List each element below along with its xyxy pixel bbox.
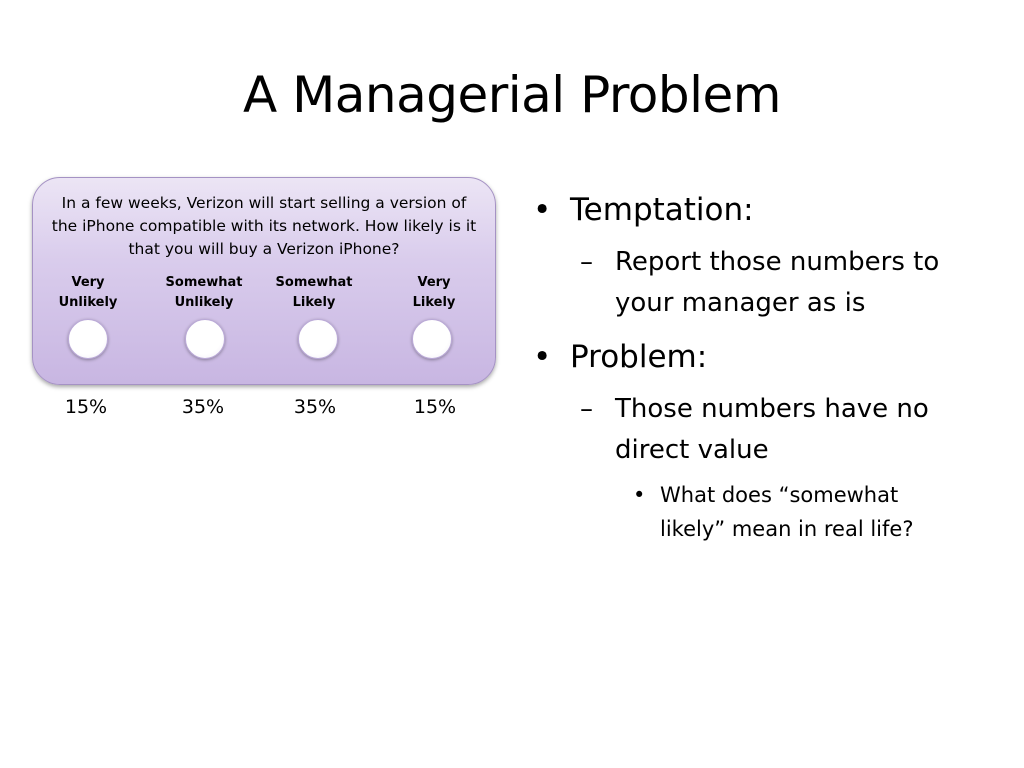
option-label-line1: Somewhat (275, 275, 353, 290)
dash-marker: – (580, 394, 593, 424)
radio-very-unlikely[interactable] (68, 319, 108, 359)
option-label-line1: Very (417, 275, 451, 290)
bullet-text: Temptation: (570, 192, 754, 228)
survey-option-somewhat-likely (254, 273, 374, 313)
option-label-line2: Unlikely (58, 295, 118, 310)
option-label-line1: Somewhat (165, 275, 243, 290)
slide-title: A Managerial Problem (243, 66, 781, 124)
sub-bullet-line1: Report those numbers to (615, 247, 940, 277)
option-label-line2: Likely (412, 295, 456, 310)
bullet-temptation (533, 190, 993, 230)
radio-somewhat-likely[interactable] (298, 319, 338, 359)
radio-very-likely[interactable] (412, 319, 452, 359)
dash-marker: – (580, 247, 593, 277)
survey-option-very-likely (374, 273, 494, 313)
sub-sub-bullet-line1: What does “somewhat (660, 483, 899, 507)
sub-bullet-report (580, 242, 1000, 324)
option-label-line2: Unlikely (174, 295, 234, 310)
percent-very-likely: 15% (413, 396, 457, 418)
survey-option-very-unlikely (28, 273, 148, 313)
percent-very-unlikely: 15% (64, 396, 108, 418)
sub-bullet-line2: your manager as is (615, 288, 866, 318)
bullet-marker: • (533, 339, 552, 375)
sub-sub-bullet-question (633, 478, 1003, 546)
sub-bullet-line2: direct value (615, 435, 769, 465)
percent-somewhat-unlikely: 35% (181, 396, 225, 418)
survey-option-somewhat-unlikely (144, 273, 264, 313)
option-label-line1: Very (71, 275, 105, 290)
percent-somewhat-likely: 35% (293, 396, 337, 418)
bullet-text: Problem: (570, 339, 708, 375)
option-label-line2: Likely (292, 295, 336, 310)
radio-somewhat-unlikely[interactable] (185, 319, 225, 359)
bullet-problem (533, 337, 993, 377)
bullet-marker: • (633, 483, 646, 507)
sub-bullet-numbers (580, 389, 1000, 471)
bullet-marker: • (533, 192, 552, 228)
sub-bullet-line1: Those numbers have no (615, 394, 929, 424)
sub-sub-bullet-line2: likely” mean in real life? (660, 517, 914, 541)
survey-question: In a few weeks, Verizon will start selling a version of the iPhone compatible with its network. How likely is it that you will buy a Verizon iPhone? (51, 194, 477, 258)
